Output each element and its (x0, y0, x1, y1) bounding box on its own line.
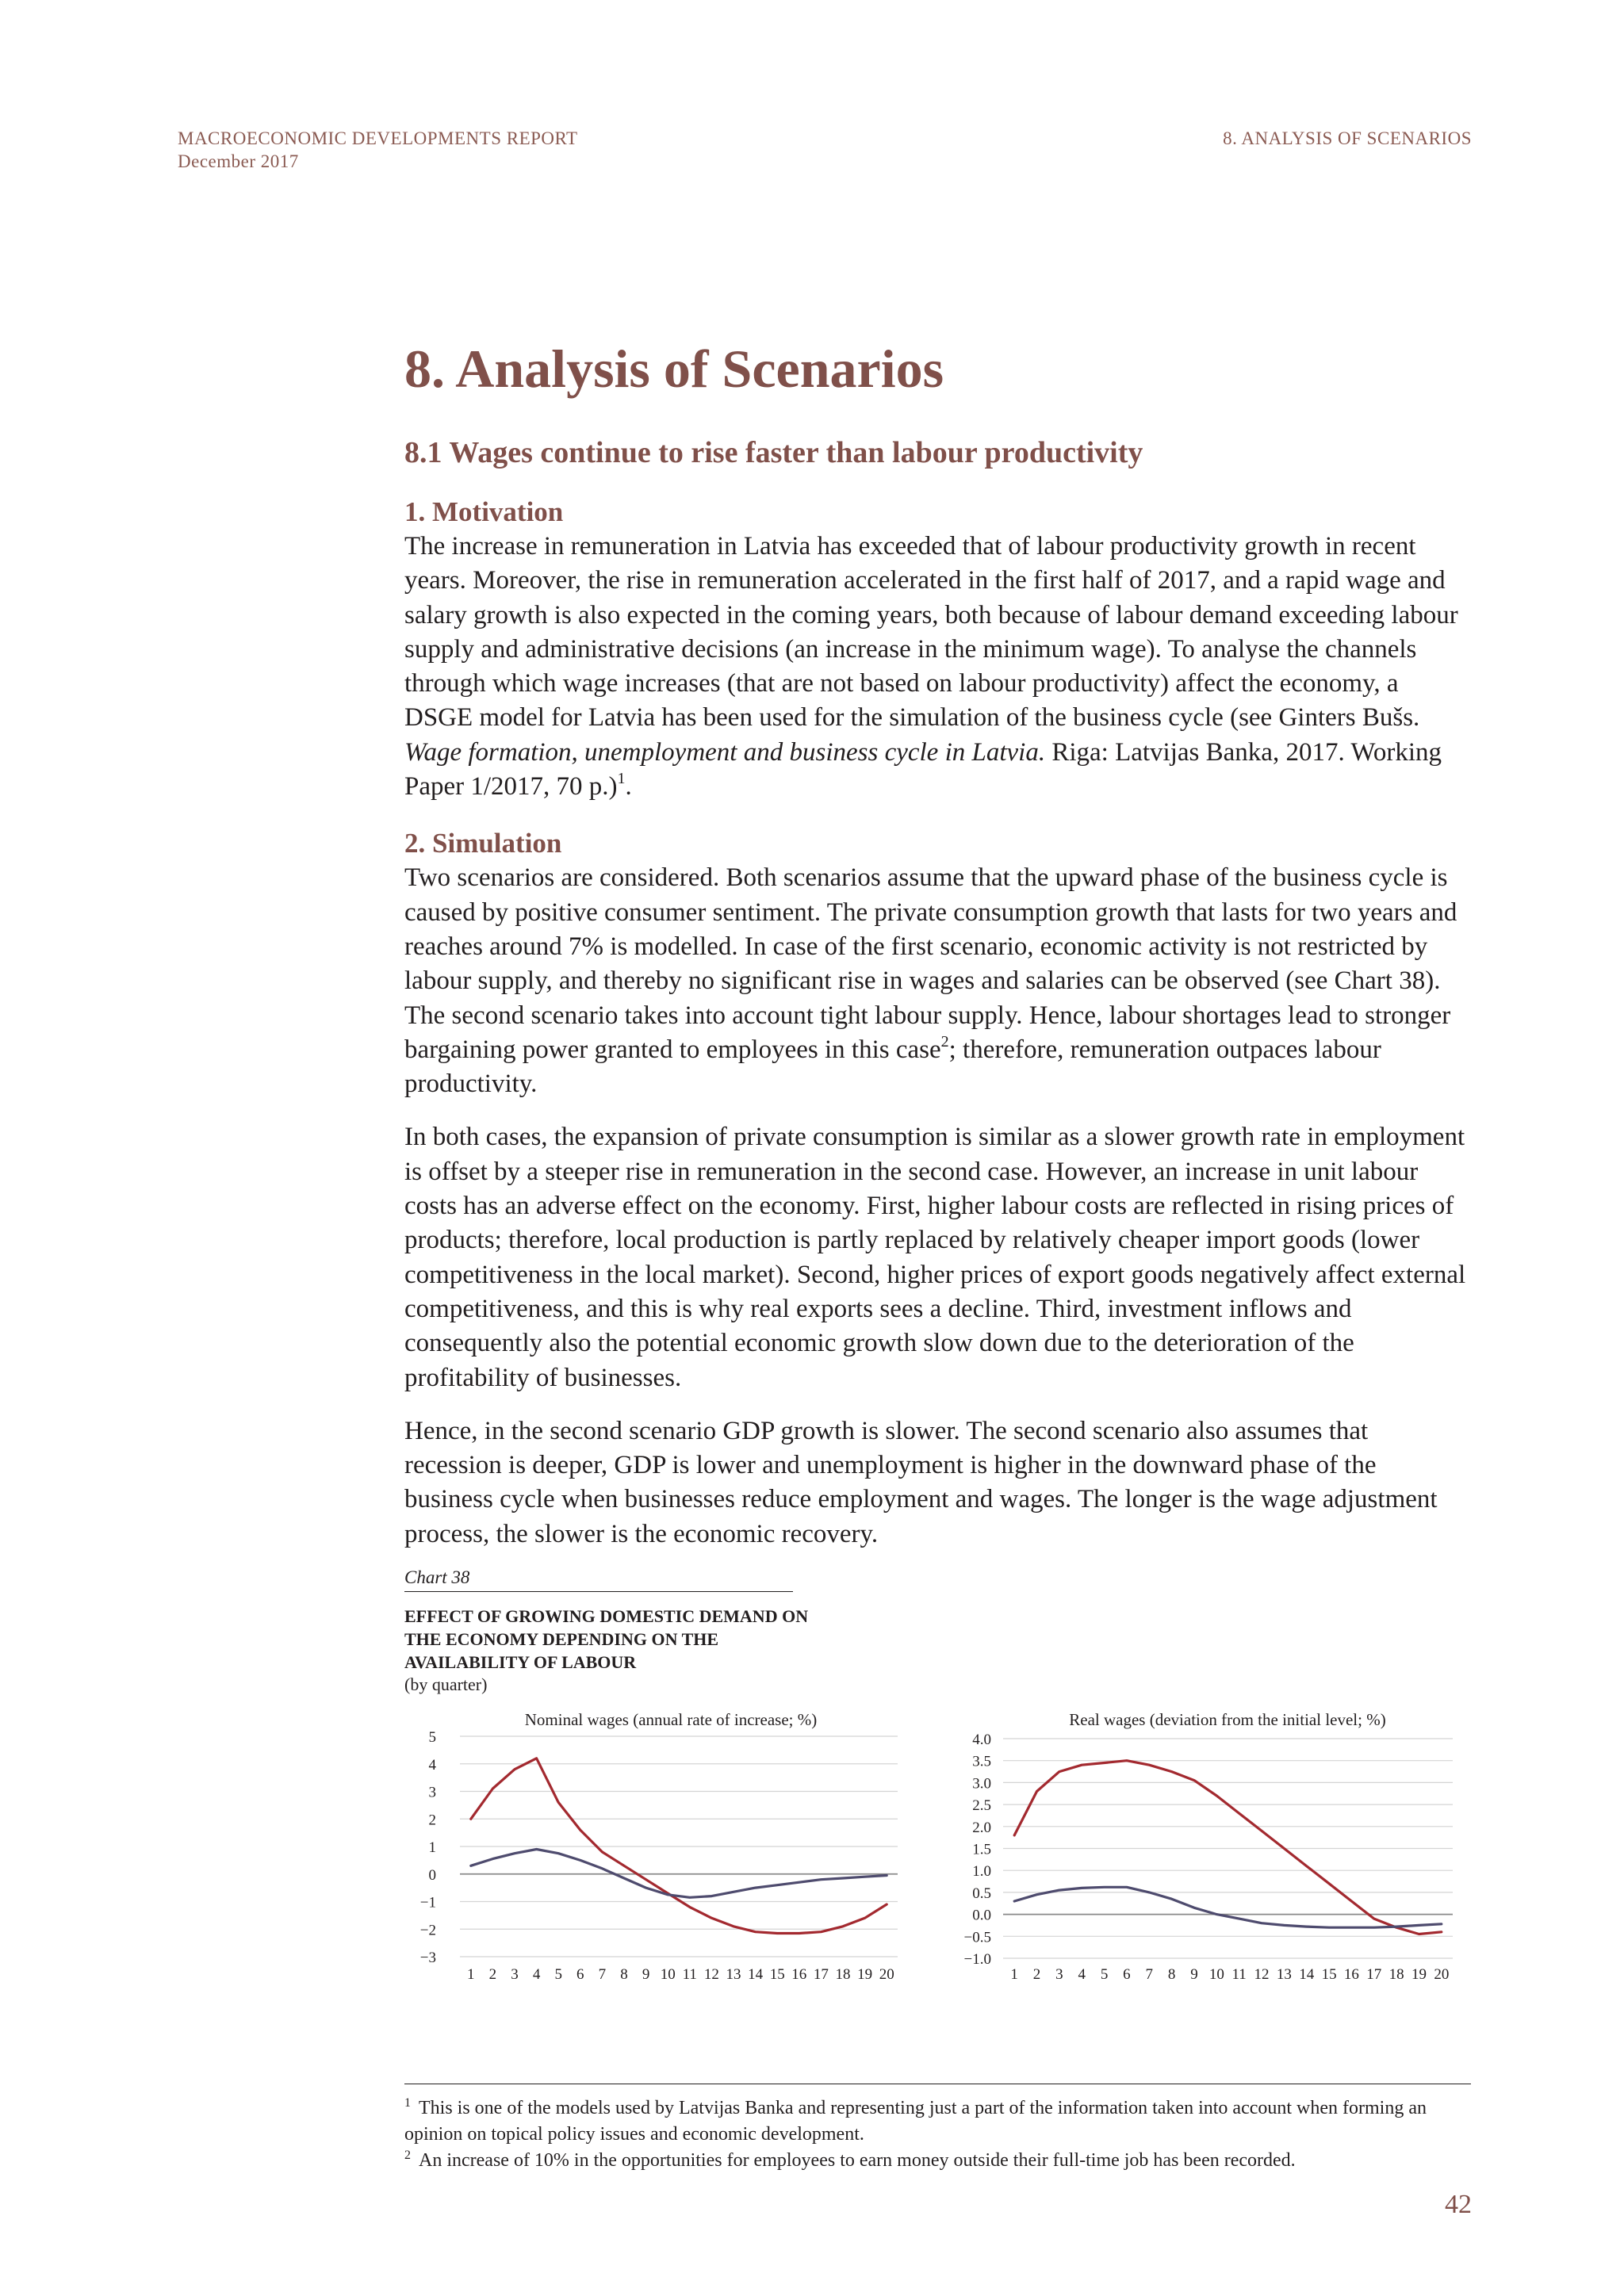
nominal-x-tick-label: 15 (769, 1966, 785, 1983)
nominal-x-tick-label: 10 (660, 1966, 676, 1983)
simulation-heading: 2. Simulation (404, 828, 562, 859)
running-header-left (178, 127, 578, 173)
nominal-x-tick-label: 5 (554, 1966, 562, 1983)
real-y-tick-label: 3.0 (972, 1775, 991, 1793)
real-x-tick-label: 20 (1434, 1966, 1450, 1983)
real-x-tick-label: 1 (1010, 1966, 1018, 1983)
footnotes (404, 2084, 1471, 2174)
footnote-2-mark: 2 (404, 2149, 411, 2162)
nominal-series-unrestricted-labour-line (471, 1850, 887, 1898)
motivation-text-a: The increase in remuneration in Latvia has exceeded that of labour productivity growth in recent years. Moreover, the rise in remuneration accelerated in the first half of 2017, and a rapid wage and salary growth is also expected in the coming years, both because of labour demand exceeding labour supply and administrative decisions (an increase in the minimum wage). To analyse the channels through which wage increases (that are not based on labour productivity) affect the economy, a DSGE model for Latvia has been used for the simulation of the business cycle (see Ginters Bušs. (404, 532, 1458, 733)
nominal-y-tick-label: 0 (428, 1866, 436, 1884)
real-series-unrestricted-labour-line (1014, 1887, 1442, 1927)
chart-title: EFFECT OF GROWING DOMESTIC DEMAND ON THE ECONOMY DEPENDING ON THE AVAILABILITY OF LABOUR (404, 1606, 809, 1672)
simulation-p1-a: Two scenarios are considered. Both scenarios assume that the upward phase of the business cycle is caused by positive consumer sentiment. The private consumption growth that lasts for two years and reaches around 7% is modelled. In case of the first scenario, economic activity is not restricted by labour supply, and thereby no significant rise in wages and salaries can be observed (see Chart 38). The second scenario takes into account tight labour supply. Hence, labour shortages lead to stronger bargaining power granted to employees in this case (404, 863, 1457, 1064)
real-y-tick-label: 0.0 (972, 1907, 991, 1924)
chart-38-block (404, 1567, 1467, 1696)
motivation-heading: 1. Motivation (404, 496, 564, 527)
footnote-ref-2[interactable]: 2 (940, 1032, 949, 1050)
nominal-y-tick-label: −3 (419, 1950, 436, 1966)
nominal-x-tick-label: 12 (703, 1966, 719, 1983)
footnote-2 (404, 2148, 1471, 2174)
section-subtitle: 8.1 Wages continue to rise faster than labour productivity (404, 436, 1143, 469)
report-name: MACROECONOMIC DEVELOPMENTS REPORT (178, 128, 578, 148)
nominal-series-tight-labour-line (471, 1758, 887, 1934)
real-x-tick-label: 17 (1366, 1966, 1382, 1983)
real-y-tick-label: 0.5 (972, 1885, 991, 1902)
real-x-tick-label: 4 (1078, 1966, 1086, 1983)
nominal-y-tick-label: −1 (419, 1894, 436, 1911)
real-y-tick-label: −0.5 (963, 1929, 991, 1946)
page-title: 8. Analysis of Scenarios (404, 339, 944, 399)
nominal-y-tick-label: 3 (428, 1784, 436, 1801)
real-x-tick-label: 9 (1190, 1966, 1198, 1983)
running-header-right: 8. ANALYSIS OF SCENARIOS (1223, 128, 1472, 148)
motivation-text-c: . (625, 772, 632, 802)
nominal-x-tick-label: 9 (642, 1966, 650, 1983)
nominal-x-tick-label: 1 (467, 1966, 475, 1983)
real-x-tick-label: 5 (1100, 1966, 1109, 1983)
real-x-tick-label: 8 (1167, 1966, 1176, 1983)
nominal-x-tick-label: 18 (835, 1966, 851, 1983)
footnote-1-text: This is one of the models used by Latvijas Banka and representing just a part of the information taken into account when forming an opinion on topical policy issues and economic development. (404, 2098, 1427, 2145)
real-x-tick-label: 12 (1254, 1966, 1270, 1983)
real-y-tick-label: 2.5 (972, 1797, 991, 1815)
report-date: December 2017 (178, 151, 299, 171)
real-x-tick-label: 7 (1145, 1966, 1154, 1983)
footnote-ref-1[interactable]: 1 (617, 770, 626, 788)
real-x-tick-label: 19 (1411, 1966, 1427, 1983)
nominal-x-tick-label: 19 (857, 1966, 873, 1983)
footnote-2-text: An increase of 10% in the opportunities for employees to earn money outside their full-time job has been recorded. (419, 2150, 1296, 2171)
real-y-tick-label: 3.5 (972, 1753, 991, 1770)
nominal-x-tick-label: 17 (813, 1966, 829, 1983)
nominal-y-tick-label: 1 (428, 1839, 436, 1856)
real-x-tick-label: 14 (1299, 1966, 1315, 1983)
paper-title-italic: Wage formation, unemployment and business cycle in Latvia. (404, 737, 1046, 767)
simulation-paragraph-2: In both cases, the expansion of private consumption is similar as a slower growth rate in employment is offset by a steeper rise in remuneration in the second case. However, an increase in unit labour costs has an adverse effect on the economy. First, higher labour costs are reflected in rising prices of products; therefore, local production is partly replaced by relatively cheaper import goods (lower competitiveness in the local market). Second, higher prices of export goods negatively affect external competitiveness, and this is why real exports sees a decline. Third, investment inflows and consequently also the potential economic growth slow down due to the deterioration of the profitability of businesses. (404, 1123, 1466, 1392)
real-y-tick-label: 2.0 (972, 1819, 991, 1836)
chart-label: Chart 38 (404, 1567, 793, 1592)
nominal-x-tick-label: 14 (748, 1966, 764, 1983)
nominal-x-tick-label: 16 (791, 1966, 807, 1983)
real-x-tick-label: 6 (1123, 1966, 1131, 1983)
real-x-tick-label: 16 (1343, 1966, 1359, 1983)
simulation-paragraph-1 (404, 861, 1467, 1101)
nominal-x-tick-label: 7 (598, 1966, 607, 1983)
real-x-tick-label: 10 (1208, 1966, 1224, 1983)
real-x-tick-label: 18 (1388, 1966, 1404, 1983)
simulation-paragraph-3: Hence, in the second scenario GDP growth is slower. The second scenario also assumes that recession is deeper, GDP is lower and unemployment is higher in the downward phase of the business cycle when businesses reduce employment and wages. The longer is the wage adjustment process, the slower is the economic recovery. (404, 1416, 1438, 1548)
nominal-x-tick-label: 6 (576, 1966, 584, 1983)
nominal-x-tick-label: 11 (682, 1966, 697, 1983)
real-x-tick-label: 11 (1231, 1966, 1247, 1983)
real-y-tick-label: 1.0 (972, 1863, 991, 1881)
nominal-y-tick-label: 2 (428, 1812, 436, 1829)
nominal-x-tick-label: 8 (620, 1966, 628, 1983)
nominal-x-tick-label: 2 (488, 1966, 497, 1983)
nominal-chart-title: Nominal wages (annual rate of increase; %) (524, 1710, 818, 1729)
footnote-1 (404, 2095, 1471, 2148)
nominal-x-tick-label: 13 (726, 1966, 741, 1983)
real-x-tick-label: 13 (1276, 1966, 1292, 1983)
main-content (404, 333, 1467, 1552)
real-series-tight-labour-line (1014, 1761, 1442, 1934)
real-chart-title: Real wages (deviation from the initial level; %) (1069, 1710, 1386, 1729)
nominal-x-tick-label: 4 (532, 1966, 541, 1983)
simulation-p1-b: ; therefore, remuneration outpaces labour productivity. (404, 1035, 1381, 1099)
chart-unit: (by quarter) (404, 1674, 488, 1694)
motivation-text-b: Riga: Latvijas Banka, 2017. Working Paper 1/2017, 70 p.) (404, 737, 1442, 802)
nominal-y-tick-label: 4 (428, 1756, 436, 1774)
real-x-tick-label: 15 (1321, 1966, 1337, 1983)
nominal-y-tick-label: 5 (428, 1729, 436, 1746)
real-y-tick-label: 1.5 (972, 1841, 991, 1858)
real-x-tick-label: 2 (1032, 1966, 1041, 1983)
real-x-tick-label: 3 (1055, 1966, 1063, 1983)
real-y-tick-label: −1.0 (963, 1951, 991, 1968)
nominal-x-tick-label: 3 (511, 1966, 519, 1983)
nominal-x-tick-label: 20 (879, 1966, 894, 1983)
real-y-tick-label: 4.0 (972, 1732, 991, 1748)
motivation-paragraph (404, 530, 1467, 804)
footnote-1-mark: 1 (404, 2096, 411, 2110)
nominal-y-tick-label: −2 (419, 1922, 436, 1939)
page-number: 42 (1445, 2190, 1472, 2219)
